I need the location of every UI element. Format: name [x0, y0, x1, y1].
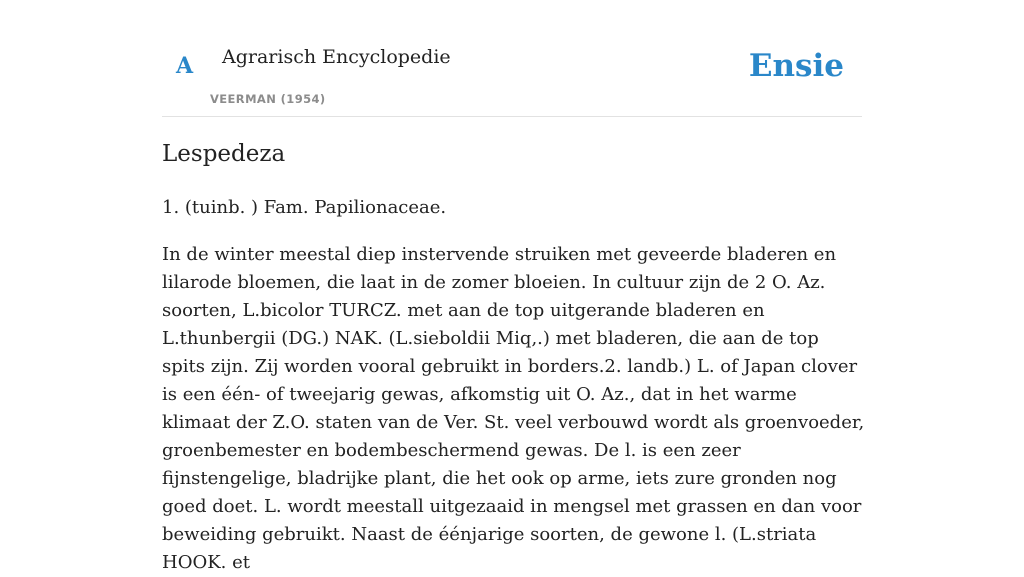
ensie-brand-logo[interactable]: Ensie — [748, 48, 844, 84]
source-author-year: VEERMAN (1954) — [210, 92, 326, 106]
article — [162, 138, 866, 577]
source-logo[interactable]: A — [176, 53, 194, 79]
article-title: Lespedeza — [162, 141, 286, 167]
source-header — [162, 0, 862, 117]
article-paragraph: 1. (tuinb. ) Fam. Papilionaceae. — [162, 197, 447, 218]
article-paragraph: In de winter meestal diep instervende struiken met geveerde bladeren en lilarode bloemen, die laat in de zomer bloeien. In cultuur zijn de 2 O. Az. soorten, L.bicolor TURCZ. met aan de top uitgerande bladeren en L.thunbergii (DG.) NAK. (L.sieboldii Miq,.) met bladeren, die aan de top spits zijn. Zij worden vooral gebruikt in borders.2. landb.) L. of Japan clover is een één- of tweejarig gewas, afkomstig uit O. Az., dat in het warme klimaat der Z.O. staten van de Ver. St. veel verbouwd wordt als groenvoeder, groenbemester en bodembeschermend gewas. De l. is een zeer fijnstengelige, bladrijke plant, die het ook op arme, iets zure gronden nog goed doet. L. wordt meestall uitgezaaid in mengsel met grassen en dan voor beweiding gebruikt. Naast de éénjarige soorten, de gewone l. (L.striata HOOK. et — [162, 244, 865, 573]
source-title-link[interactable]: Agrarisch Encyclopedie — [222, 46, 451, 68]
